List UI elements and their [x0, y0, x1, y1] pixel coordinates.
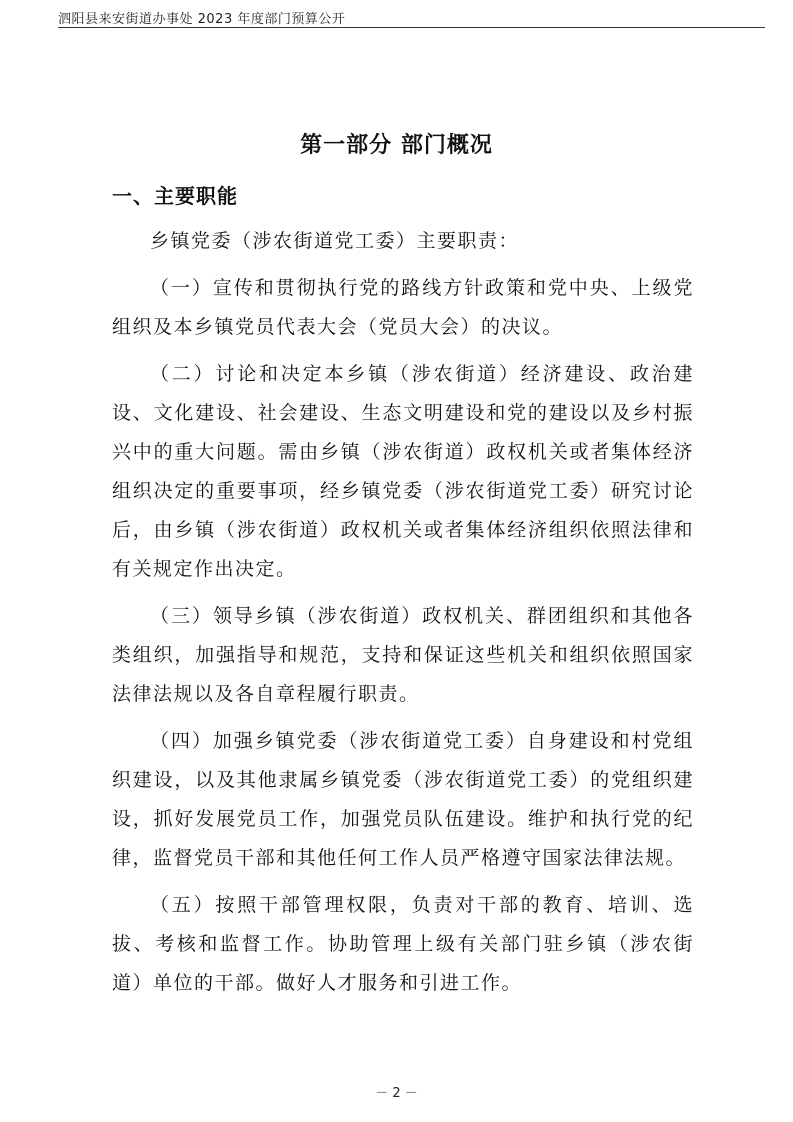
header-rule — [58, 27, 765, 28]
page-number: － 2 － — [375, 1086, 418, 1101]
part-title: 第一部分 部门概况 — [300, 133, 493, 158]
paragraph-duty-2: （二）讨论和决定本乡镇（涉农街道）经济建设、政治建设、文化建设、社会建设、生态文明建设和党的建设以及乡村振兴中的重大问题。需由乡镇（涉农街道）政权机关或者集体经济组织决定的重要事项，经乡镇党委（涉农街道党工委）研究讨论后，由乡镇（涉农街道）政权机关或者集体经济组织依照法律和有关规定作出决定。 — [112, 363, 694, 580]
paragraph-duty-4: （四）加强乡镇党委（涉农街道党工委）自身建设和村党组织建设，以及其他隶属乡镇党委（涉农街道党工委）的党组织建设，抓好发展党员工作，加强党员队伍建设。维护和执行党的纪律，监督党员干部和其他任何工作人员严格遵守国家法律法规。 — [112, 730, 694, 869]
paragraph-duty-5: （五）按照干部管理权限，负责对干部的教育、培训、选拔、考核和监督工作。协助管理上级有关部门驻乡镇（涉农街道）单位的干部。做好人才服务和引进工作。 — [112, 894, 694, 994]
body-text — [112, 222, 694, 1003]
paragraph-intro: 乡镇党委（涉农街道党工委）主要职责： — [150, 230, 520, 252]
paragraph-duty-3: （三）领导乡镇（涉农街道）政权机关、群团组织和其他各类组织，加强指导和规范，支持和保证这些机关和组织依照国家法律法规以及各自章程履行职责。 — [112, 605, 694, 705]
running-header: 泗阳县来安街道办事处 2023 年度部门预算公开 — [58, 12, 346, 27]
paragraph-duty-1: （一）宣传和贯彻执行党的路线方针政策和党中央、上级党组织及本乡镇党员代表大会（党员大会）的决议。 — [112, 277, 694, 338]
section-heading: 一、主要职能 — [112, 184, 238, 208]
